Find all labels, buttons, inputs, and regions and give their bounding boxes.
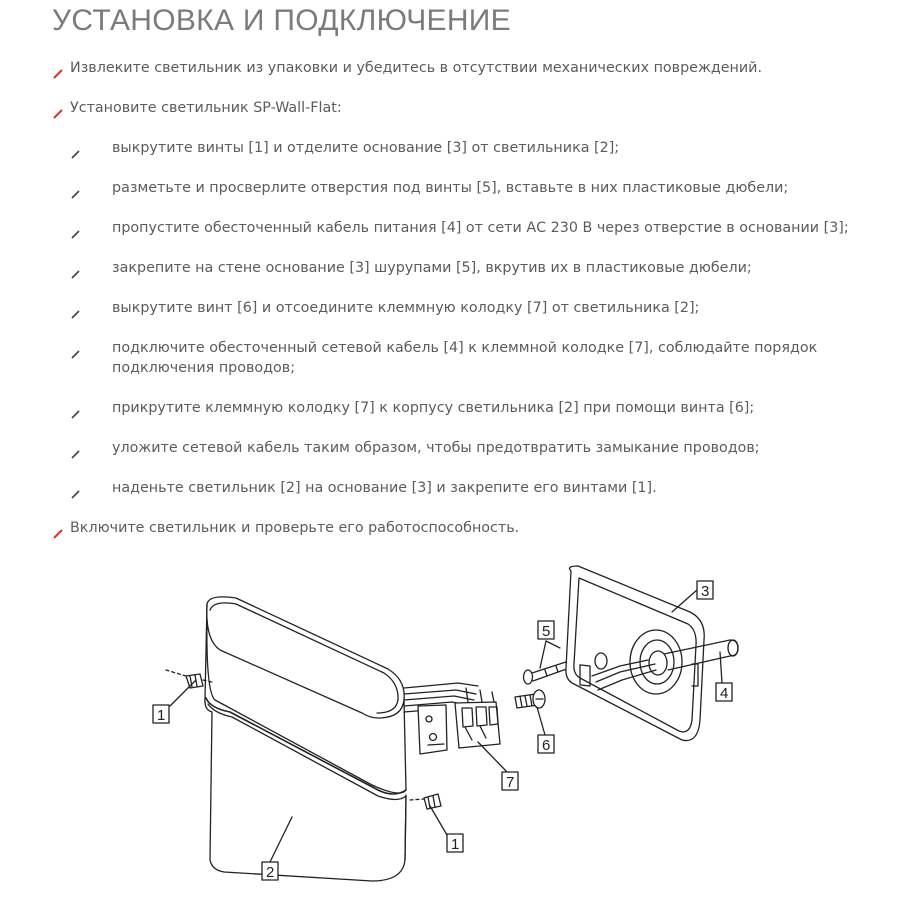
substep-attach-luminaire	[112, 478, 657, 498]
step-text: прикрутите клеммную колодку [7] к корпусу светильника [2] при помощи винта [6];	[112, 400, 755, 416]
red-arrow-bullet-icon	[52, 525, 64, 537]
label-screw-top: 1	[157, 707, 166, 724]
substep-drill	[112, 178, 788, 198]
page-title: УСТАНОВКА И ПОДКЛЮЧЕНИЕ	[52, 4, 511, 37]
arrow-bullet-icon	[70, 405, 82, 417]
step-text: выкрутите винт [6] и отсоедините клеммную колодку [7] от светильника [2];	[112, 300, 700, 316]
substep-detach-terminal	[112, 298, 699, 318]
screw-bottom	[410, 794, 441, 809]
step-power-on	[70, 518, 519, 538]
step-text: разметьте и просверлите отверстия под винты [5], вставьте в них пластиковые дюбели;	[112, 180, 789, 196]
arrow-bullet-icon	[70, 185, 82, 197]
terminal-screw	[515, 690, 545, 708]
label-wall-screw: 5	[542, 623, 551, 640]
arrow-bullet-icon	[70, 445, 82, 457]
step-unpack	[70, 58, 762, 78]
assembly-diagram	[0, 560, 900, 900]
arrow-bullet-icon	[70, 305, 82, 317]
label-luminaire: 2	[266, 864, 275, 881]
step-text: Извлеките светильник из упаковки и убедитесь в отсутствии механических повреждений.	[70, 60, 763, 76]
arrow-bullet-icon	[70, 345, 82, 357]
step-install	[70, 98, 342, 118]
step-text: пропустите обесточенный кабель питания [4] от сети АС 230 В через отверстие в основании [3];	[112, 220, 849, 236]
step-text-line2: подключения проводов;	[112, 360, 296, 376]
step-text: Включите светильник и проверьте его работоспособность.	[70, 520, 520, 536]
substep-connect	[112, 338, 817, 378]
arrow-bullet-icon	[70, 485, 82, 497]
arrow-bullet-icon	[70, 225, 82, 237]
substep-unscrew	[112, 138, 619, 158]
label-base: 3	[701, 583, 710, 600]
label-screw-bottom: 1	[451, 836, 460, 853]
step-text: закрепите на стене основание [3] шурупами [5], вкрутив их в пластиковые дюбели;	[112, 260, 752, 276]
base	[566, 566, 704, 741]
arrow-bullet-icon	[70, 265, 82, 277]
substep-fix-terminal	[112, 398, 754, 418]
label-terminal-screw: 6	[542, 737, 551, 754]
step-text: выкрутите винты [1] и отделите основание [3] от светильника [2];	[112, 140, 620, 156]
substep-mount-base	[112, 258, 752, 278]
red-arrow-bullet-icon	[52, 65, 64, 77]
arrow-bullet-icon	[70, 145, 82, 157]
step-text-line1: подключите обесточенный сетевой кабель [4] к клеммной колодке [7], соблюдайте порядок	[112, 340, 818, 356]
mounting-plate	[418, 705, 447, 754]
luminaire-body	[205, 597, 406, 881]
label-terminal-block: 7	[506, 774, 515, 791]
step-text: Установите светильник SP-Wall-Flat:	[70, 100, 342, 116]
red-arrow-bullet-icon	[52, 105, 64, 117]
substep-cable	[112, 218, 849, 238]
step-text: наденьте светильник [2] на основание [3] и закрепите его винтами [1].	[112, 480, 657, 496]
label-cable: 4	[720, 685, 729, 702]
step-text: уложите сетевой кабель таким образом, чтобы предотвратить замыкание проводов;	[112, 440, 760, 456]
substep-lay-cable	[112, 438, 760, 458]
